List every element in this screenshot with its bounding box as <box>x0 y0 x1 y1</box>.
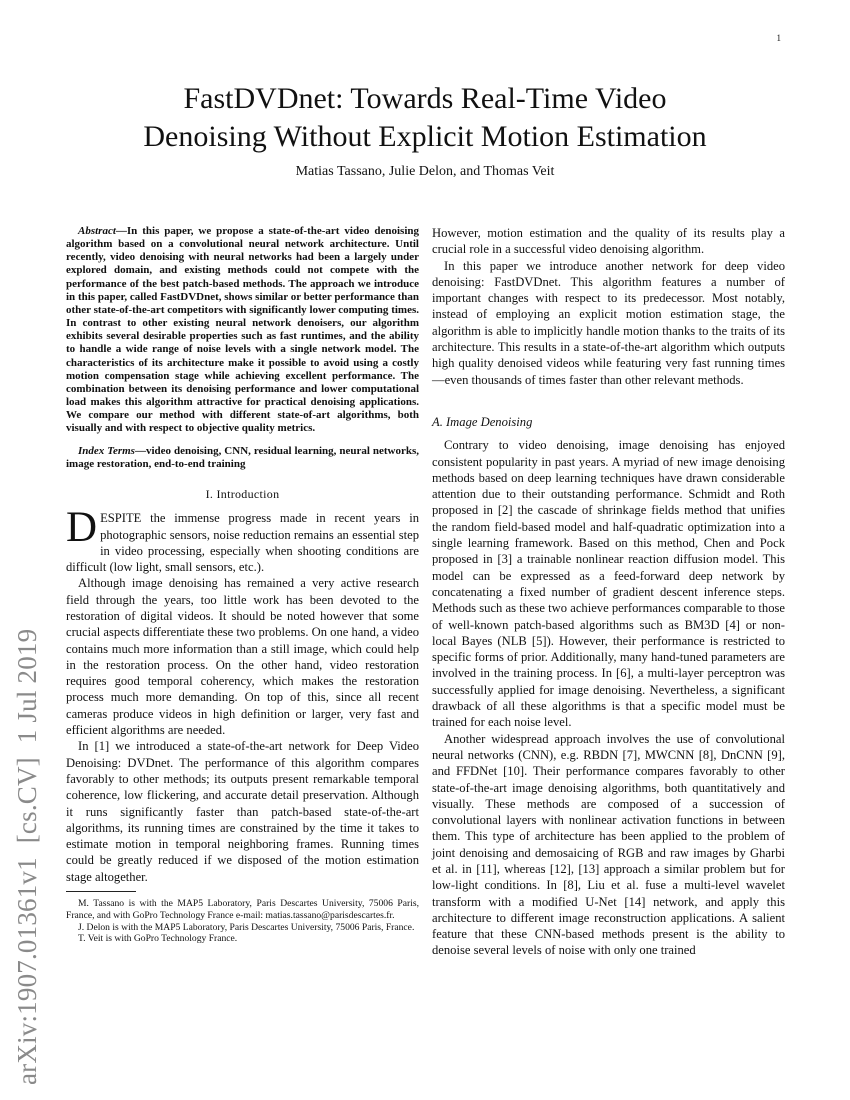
index-terms <box>66 445 419 471</box>
subsection-heading-image-denoising: A. Image Denoising <box>432 414 533 429</box>
abstract-text: —In this paper, we propose a state-of-the-art video denoising algorithm based on a convolutional neural network architecture. Until recently, video denoising with neural networks had been a largely under explored domain, and existing methods could not compete with the performance of the best patch-based methods. The approach we introduce in this paper, called FastDVDnet, shows similar or better performance than other state-of-the-art competitors with significantly lower computing times. In contrast to other existing neural network denoisers, our algorithm exhibits several desirable properties such as fast runtimes, and the ability to handle a wide range of noise levels with a single network model. The characteristics of its architecture make it possible to avoid using a costly motion compensation stage while achieving excellent performance. The combination between its denoising performance and lower computational load makes this algorithm attractive for practical denoising applications. We compare our method with different state-of-art algorithms, both visually and with respect to objective quality metrics. <box>66 225 419 435</box>
arxiv-date: 1 Jul 2019 <box>12 628 42 744</box>
right-column <box>432 225 785 959</box>
arxiv-stamp <box>12 0 43 1085</box>
page-number: 1 <box>776 33 781 43</box>
right-paragraph-3: Contrary to video denoising, image denoising has enjoyed consistent popularity in past years. A myriad of new image denoising methods based on deep learning techniques have drawn considerable attention due to their outstanding performance. Schmidt and Roth proposed in [2] the cascade of shrinkage fields method that unifies the random field-based model and half-quadratic optimization into a single learning framework. Based on this method, Chen and Pock proposed in [3] a trainable nonlinear reaction diffusion model. This model can be expressed as a feed-forward deep network by concatenating a fixed number of gradient descent inference steps. Methods such as these two achieve performances comparable to those of well-known patch-based algorithms such as BM3D [4] or non-local Bayes (NLB [5]). However, their performance is restricted to specific forms of prior. Additionally, many hand-tuned parameters are involved in the training process. In [6], a multi-layer perceptron was successfully applied for image denoising. Nevertheless, a significant drawback of all these algorithms is that a specific model must be trained for each noise level. <box>432 438 785 730</box>
paper-title <box>60 80 790 156</box>
arxiv-id: arXiv:1907.01361v1 <box>12 857 42 1085</box>
index-terms-label: Index Terms <box>78 444 135 457</box>
right-paragraph-4: Another widespread approach involves the use of convolutional neural networks (CNN), e.g. RBDN [7], MWCNN [8], DnCNN [9], and FFDNet [10]. Their performance compares favorably to other state-of-the-art image denoising algorithms, both quantitatively and visually. These methods are composed of a succession of convolutional layers with nonlinear activation functions in between them. This type of architecture has been applied to the problem of joint denoising and demosaicing of RGB and raw images by Gharbi et al. in [11], whereas [12], [13] approach a similar problem but for low-light conditions. In [8], Liu et al. fuse a multi-level wavelet transform with a modified U-Net [14] network, and apply this architecture to different image reconstruction applications. A salient feature that these CNN-based methods present is the ability to denoise several levels of noise with only one trained <box>432 731 785 958</box>
abstract <box>66 225 419 436</box>
footnote-tassano: M. Tassano is with the MAP5 Laboratory, Paris Descartes University, 75006 Paris, France, and with GoPro Technology France e-mail: matias.tassano@parisdescartes.fr. <box>66 898 419 921</box>
drop-cap: D <box>66 504 98 552</box>
authors: Matias Tassano, Julie Delon, and Thomas Veit <box>295 164 555 179</box>
abstract-label: Abstract <box>78 225 116 237</box>
right-paragraph-2: In this paper we introduce another network for deep video denoising: FastDVDnet. This algorithm features a number of important changes with respect to its predecessor. Most notably, instead of employing an explicit motion estimation stage, the algorithm is able to implicitly handle motion thanks to the traits of its architecture. This results in a state-of-the-art algorithm which outputs high quality denoised videos while featuring very fast running times—even thousands of times faster than other relevant methods. <box>432 258 785 387</box>
intro-paragraph-1 <box>66 504 419 575</box>
right-paragraph-1: However, motion estimation and the quality of its results play a crucial role in a successful video denoising algorithm. <box>432 226 785 257</box>
arxiv-category: [cs.CV] <box>12 757 42 844</box>
footnote-divider <box>66 891 136 892</box>
intro-paragraph-1-text: ESPITE the immense progress made in recent years in photographic sensors, noise reduction remains an essential step in video processing, especially when shooting conditions are difficult (low light, small sensors, etc.). <box>66 511 419 575</box>
section-heading-introduction: I. Introduction <box>205 486 280 501</box>
intro-paragraph-3: In [1] we introduced a state-of-the-art network for Deep Video Denoising: DVDnet. The performance of this algorithm compares favorably to other methods; its outputs present remarkable temporal coherence, low flickering, and accurate detail preservation. Although it runs significantly faster than patch-based state-of-the-art algorithms, its running times are constrained by the time it takes to estimate motion in temporal neighboring frames. Running times could be greatly reduced if we disposed of the motion estimation stage altogether. <box>66 739 419 884</box>
footnote-veit: T. Veit is with GoPro Technology France. <box>78 933 238 945</box>
index-terms-text: —video denoising, CNN, residual learning, neural networks, image restoration, end-to-end training <box>66 444 419 470</box>
title-line-1: FastDVDnet: Towards Real-Time Video <box>183 82 667 115</box>
intro-paragraph-2: Although image denoising has remained a very active research field through the years, too little work has been devoted to the restoration of digital videos. It should be noted however that some crucial aspects differentiate these two problems. On one hand, a video contains much more information than a still image, which could help in the restoration process. On the other hand, video restoration requires good temporal coherency, which makes the restoration process much more demanding. On top of this, since all recent cameras produce videos in high definition or larger, very fast and efficient algorithms are needed. <box>66 576 419 738</box>
left-column <box>66 225 419 945</box>
footnote-delon: J. Delon is with the MAP5 Laboratory, Paris Descartes University, 75006 Paris, France. <box>78 921 415 933</box>
title-line-2: Denoising Without Explicit Motion Estimation <box>143 120 707 153</box>
